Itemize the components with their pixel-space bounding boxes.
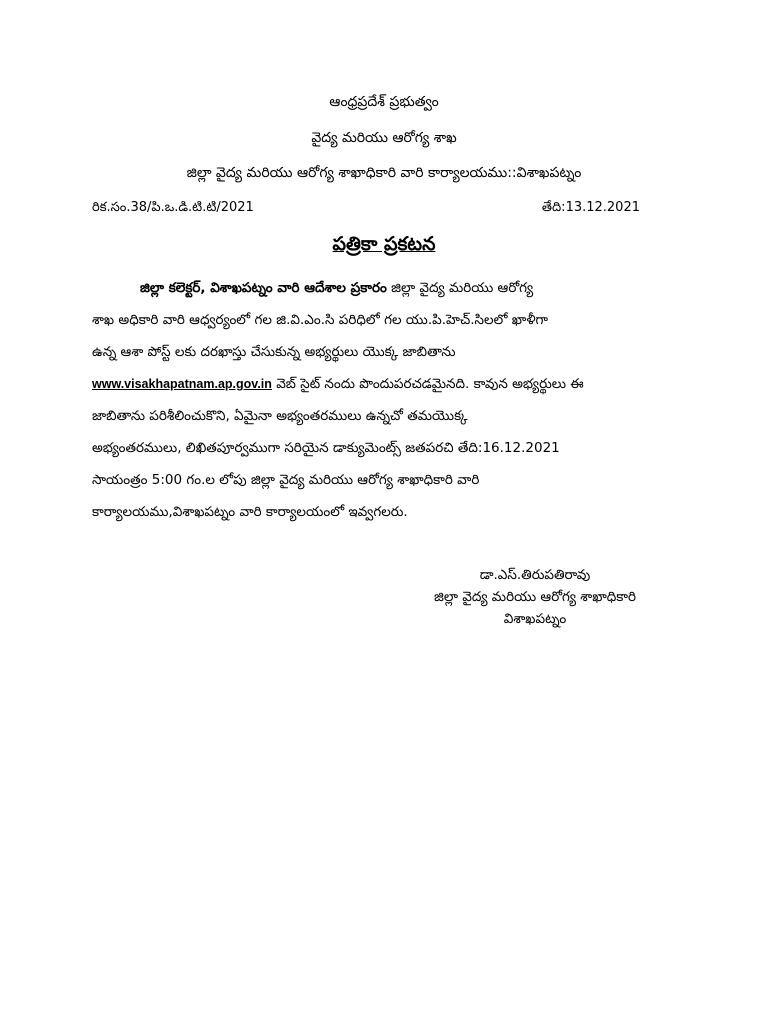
press-release-body [92, 272, 674, 528]
signature-block [390, 564, 680, 630]
office-heading: జిల్లా వైద్య మరియు ఆరోగ్య శాఖాధికారి వారి కార్యాలయము::విశాఖపట్నం [186, 165, 582, 181]
reference-date: తేది:13.12.2021 [541, 200, 640, 215]
body-line-1-rest: జిల్లా వైద్య మరియు ఆరోగ్య [386, 280, 534, 296]
body-line-8: కార్యాలయము,విశాఖపట్నం వారి కార్యాలయంలో ఇవ్వగలరు. [92, 504, 408, 520]
website-link[interactable]: www.visakhapatnam.ap.gov.in [92, 377, 272, 391]
body-line-2: శాఖ అధికారి వారి ఆధ్వర్యంలో గల జి.వి.ఎం.సి పరిధిలో గల యు.పి.హెచ్.సిలలో ఖాళీగా [92, 312, 548, 328]
body-line-4-rest: వెబ్ సైట్ నందు పొందుపరచడమైనది. కావున అభ్యర్థులు ఈ [271, 376, 584, 392]
reference-row [92, 200, 640, 220]
body-line-3: ఉన్న ఆశా పోస్ట్ లకు దరఖాస్తు చేసుకున్న అభ్యర్థులు యొక్క జాబితాను [92, 344, 456, 360]
body-line-5: జాబితాను పరిశీలించుకొని, ఏమైనా అభ్యంతరములు ఉన్నచో తమయొక్క [92, 408, 468, 424]
body-line-7: సాయంత్రం 5:00 గం.ల లోపు జిల్లా వైద్య మరియు ఆరోగ్య శాఖాధికారి వారి [92, 472, 480, 488]
body-line-1-bold: జిల్లా కలెక్టర్, విశాఖపట్నం వారి ఆదేశాల ప్రకారం [140, 280, 387, 296]
press-release-title: పత్రికా ప్రకటన [332, 233, 436, 255]
reference-number: రిక.సం.38/పి.ఒ.డి.టి.టి/2021 [92, 200, 254, 215]
body-line-6: అభ్యంతరములు, లిఖితపూర్వముగా సరియైన డాక్యుమెంట్స్ జతపరచి తేది:16.12.2021 [92, 440, 560, 456]
body-line-4 [92, 368, 674, 400]
department-heading: వైద్య మరియు ఆరోగ్య శాఖ [311, 130, 457, 146]
body-line-1 [92, 272, 674, 304]
signatory-designation: జిల్లా వైద్య మరియు ఆరోగ్య శాఖాధికారి [434, 589, 636, 605]
signatory-name: డా.ఎస్.తిరుపతిరావు [479, 567, 591, 583]
government-heading: ఆంధ్రప్రదేశ్ ప్రభుత్వం [329, 94, 439, 110]
signatory-place: విశాఖపట్నం [503, 611, 567, 627]
